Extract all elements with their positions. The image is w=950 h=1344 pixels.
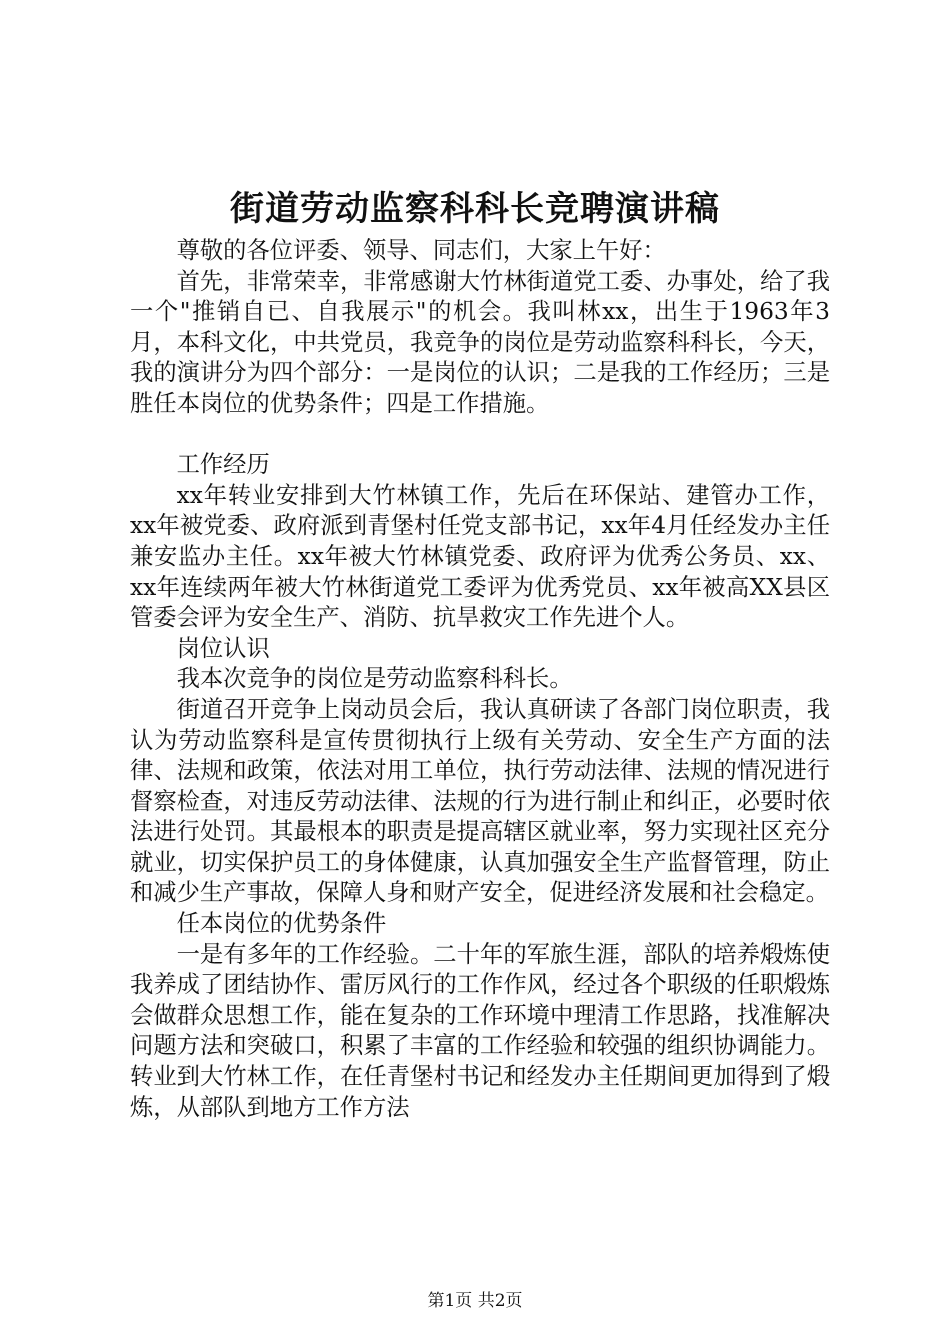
section-heading-advantages: 任本岗位的优势条件 (176, 910, 387, 938)
intro-paragraph: 首先，非常荣幸，非常感谢大竹林街道党工委、办事处，给了我一个"推销自已、自我展示"的机会。我叫林xx，出生于1963年3月，本科文化，中共党员，我竞争的岗位是劳动监察科科长，今天，我的演讲分为四个部分：一是岗位的认识；二是我的工作经历；三是胜任本岗位的优势条件；四是工作措施。 (130, 267, 830, 417)
blank-line (130, 420, 830, 451)
duties-paragraph: 街道召开竞争上岗动员会后，我认真研读了各部门岗位职责，我认为劳动监察科是宣传贯彻执行上级有关劳动、安全生产方面的法律、法规和政策，依法对用工单位，执行劳动法律、法规的情况进行督察检查，对违反劳动法律、法规的行为进行制止和纠正，必要时依法进行处罚。其最根本的职责是提高辖区就业率，努力实现社区充分就业，切实保护员工的身体健康，认真加强安全生产监督管理，防止和减少生产事故，保障人身和财产安全，促进经济发展和社会稳定。 (130, 695, 830, 907)
work-experience-paragraph: xx年转业安排到大竹林镇工作，先后在环保站、建管办工作，xx年被党委、政府派到青堡村任党支部书记，xx年4月任经发办主任兼安监办主任。xx年被大竹林镇党委、政府评为优秀公务员、xx、xx年连续两年被大竹林街道党工委评为优秀党员、xx年被高XX县区管委会评为安全生产、消防、抗旱救灾工作先进个人。 (130, 481, 830, 632)
position-paragraph: 我本次竞争的岗位是劳动监察科科长。 (176, 665, 573, 693)
section-heading-work-experience: 工作经历 (176, 451, 270, 479)
advantages-paragraph: 一是有多年的工作经验。二十年的军旅生涯，部队的培养煅炼使我养成了团结协作、雷厉风行的工作作风，经过各个职级的任职煅炼会做群众思想工作，能在复杂的工作环境中理清工作思路，找准解决问题方法和突破口，积累了丰富的工作经验和较强的组织协调能力。转业到大竹林工作，在任青堡村书记和经发办主任期间更加得到了煅炼，从部队到地方工作方法 (130, 940, 830, 1121)
greeting-paragraph: 尊敬的各位评委、领导、同志们，大家上午好： (176, 237, 666, 264)
page-number-footer: 第1页 共2页 (427, 1291, 523, 1311)
document-body (130, 236, 830, 1123)
document-title: 街道劳动监察科科长竞聘演讲稿 (230, 189, 720, 229)
section-heading-position-understanding: 岗位认识 (176, 634, 270, 662)
